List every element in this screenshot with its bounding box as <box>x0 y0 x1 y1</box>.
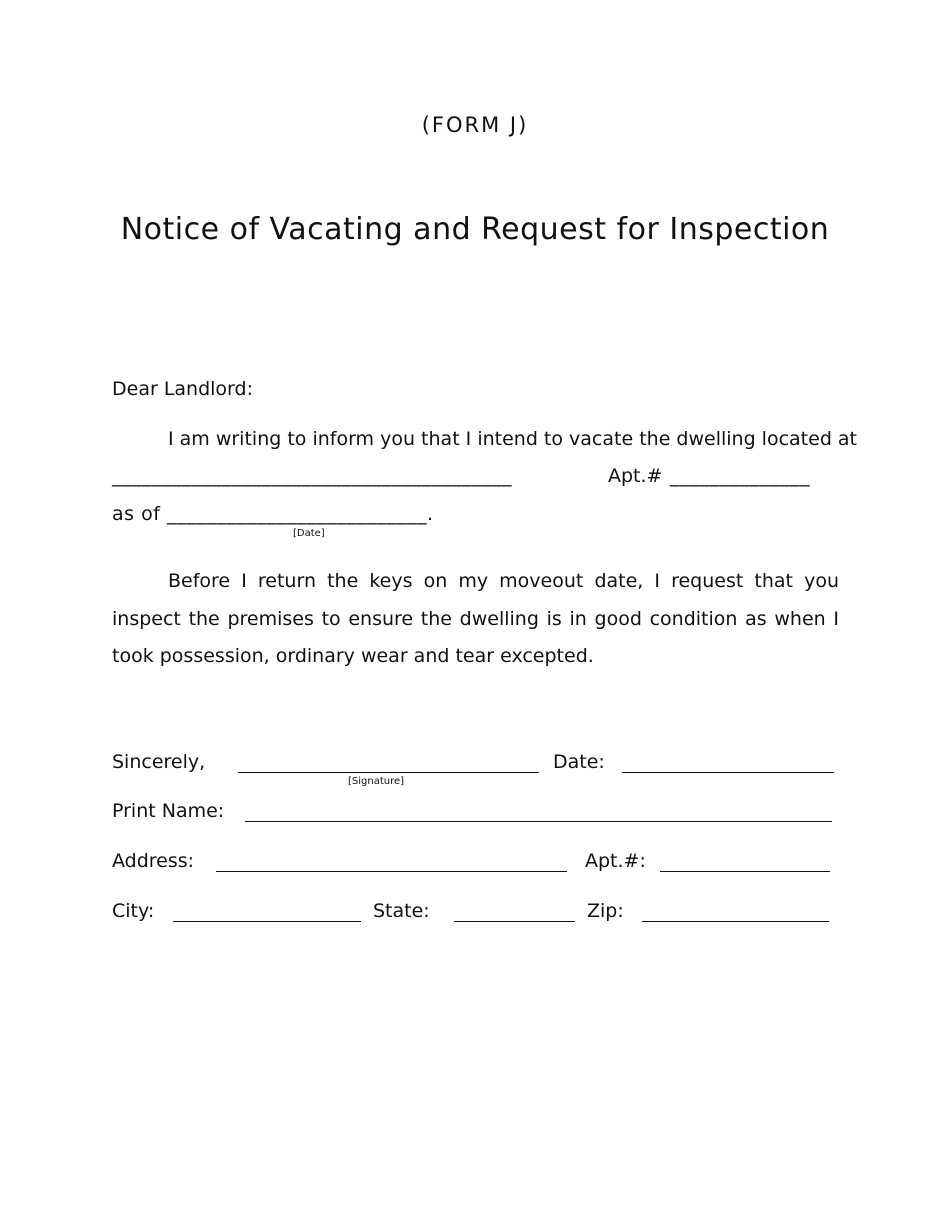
apt-blank[interactable]: ______________ <box>670 465 810 487</box>
address-blank[interactable]: ________________________________________ <box>112 465 512 487</box>
form-label: (FORM J) <box>421 113 529 137</box>
address-line[interactable] <box>216 871 567 872</box>
apt-label: Apt.# <box>608 465 663 487</box>
as-of-line <box>112 503 434 525</box>
print-name-label: Print Name: <box>112 800 225 822</box>
paragraph-2: Before I return the keys on my moveout date, I request that you inspect the premises to ensure the dwelling is in good condition as when I took possession, ordinary wear and tear excepted. <box>112 570 839 667</box>
salutation: Dear Landlord: <box>112 378 253 400</box>
date-caption: [Date] <box>293 528 325 539</box>
apt-field-label: Apt.#: <box>585 850 646 872</box>
paragraph-1-line-1: I am writing to inform you that I intend to vacate the dwelling located at <box>168 428 858 450</box>
city-line[interactable] <box>173 921 361 922</box>
address-label: Address: <box>112 850 195 872</box>
state-line[interactable] <box>454 921 575 922</box>
print-name-line[interactable] <box>245 821 832 822</box>
zip-line[interactable] <box>642 921 829 922</box>
sincerely-label: Sincerely, <box>112 751 206 773</box>
date-line[interactable] <box>622 772 834 773</box>
date-label: Date: <box>553 751 605 773</box>
as-of-label: as of <box>112 503 161 525</box>
city-label: City: <box>112 900 155 922</box>
state-label: State: <box>373 900 430 922</box>
date-blank[interactable]: __________________________. <box>166 503 434 525</box>
document-title: Notice of Vacating and Request for Inspection <box>120 212 830 247</box>
signature-caption: [Signature] <box>348 776 405 787</box>
zip-label: Zip: <box>587 900 624 922</box>
apt-line[interactable] <box>660 871 830 872</box>
signature-line[interactable] <box>238 772 539 773</box>
